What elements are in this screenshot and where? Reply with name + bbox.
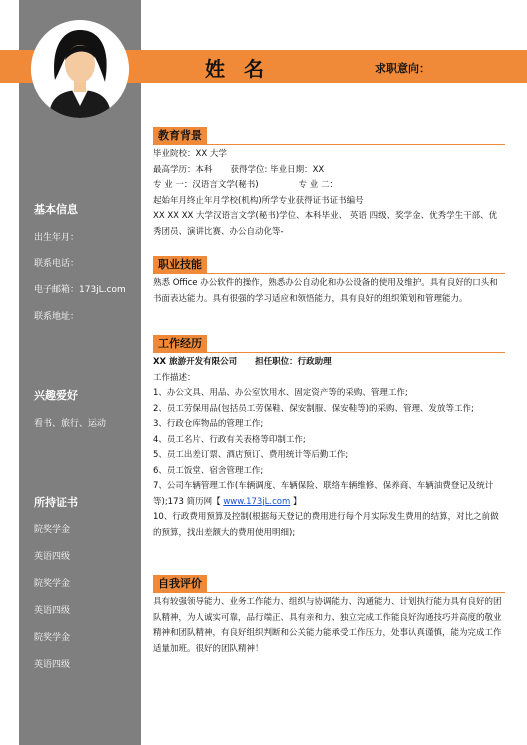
work-item: 3、行政仓库物品的管理工作;	[153, 419, 264, 429]
certificates-heading: 所持证书	[34, 496, 78, 509]
company: XX 旅游开发有限公司	[153, 357, 238, 367]
skills-section	[153, 256, 505, 307]
education-header	[153, 127, 505, 145]
address: 联系地址：	[34, 312, 80, 322]
work-item-7: 7、公司车辆管理工作(车辆调度、车辆保险、联络车辆维修、保养商、车辆油费登记及统计等);173 简历网【 www.173jL.com 】	[153, 481, 494, 507]
certificate-item: 英语四级	[34, 660, 71, 670]
work-item: 2、员工劳保用品(包括员工劳保鞋、保安制服、保安鞋等)的采购、管理、发放等工作;	[153, 403, 474, 414]
certificate-item: 英语四级	[34, 552, 71, 562]
work-item: 4、员工名片、行政有关表格等印制工作;	[153, 434, 306, 445]
experience-header	[153, 335, 505, 353]
work-item: 6、员工饭堂、宿舍管理工作;	[153, 465, 264, 476]
position: 担任职位：行政助理	[255, 357, 332, 367]
avatar	[31, 20, 129, 118]
experience-title: 工作经历	[153, 335, 207, 352]
skills-text: 熟悉 Office 办公软件的操作，熟悉办公自动化和办公设备的使用及维护。具有良好的口头和书面表达能力。具有很强的学习适应和领悟能力，具有良好的组织策划和管理能力。	[153, 278, 498, 304]
phone: 联系电话：	[34, 259, 80, 269]
work-item: 5、员工出差订票、酒店预订、费用统计等后勤工作;	[153, 450, 349, 460]
education-section	[153, 127, 505, 240]
job-intent-label: 求职意向：	[375, 62, 430, 75]
email: 电子邮箱：173jL.com	[34, 285, 126, 295]
basic-info-heading: 基本信息	[34, 203, 78, 216]
award: 获得学位: 毕业日期：XX	[230, 164, 325, 175]
hobbies-heading: 兴趣爱好	[34, 389, 78, 402]
certificate-item: 院奖学金	[34, 579, 71, 589]
education-detail: XX XX XX 大学汉语言文学(秘书)学位、本科毕业、 英语 四级、奖学金、优秀学生干部、优秀团员、演讲比赛、办公自动化等-	[153, 211, 498, 237]
skills-title: 职业技能	[153, 256, 207, 273]
birth-date: 出生年月：	[34, 233, 80, 243]
self-eval-text: 具有较强领导能力、业务工作能力、组织与协调能力、沟通能力、计划执行能力具有良好的团队精神，为人诚实可靠，品行端正、具有亲和力、独立完成工作能良好沟通技巧并高度的敬业精神和团队精神，有良好组织判断和公关能力能承受工作压力，处事认真谨慎，能为完成工作适量加班。很好的团队精神！	[153, 597, 502, 654]
work-item: 1、办公文具、用品、办公室饮用水、固定资产等的采购、管理工作;	[153, 388, 408, 398]
site-link[interactable]: www.173jL.com	[223, 496, 291, 507]
degree: 最高学历：本科	[153, 164, 213, 175]
skills-header	[153, 256, 505, 274]
work-item-10: 10、行政费用预算及控制(根据每天登记的费用进行每个月实际发生费用的结算，对比之前做的预算，找出差额大的费用使用明细);	[153, 512, 499, 538]
hobbies-list: 看书、旅行、运动	[34, 419, 107, 429]
page-title: 姓 名	[205, 57, 270, 81]
major-one: 专 业 一：汉语言文学(秘书)	[153, 180, 259, 190]
education-period: 起始年月终止年月学校(机构)所学专业获得证书证书编号	[153, 195, 364, 206]
school: 毕业院校：XX 大学	[153, 149, 227, 159]
certificate-item: 院奖学金	[34, 525, 71, 535]
work-desc-label: 工作描述：	[153, 372, 196, 383]
self-eval-section	[153, 575, 505, 657]
avatar-portrait-icon	[31, 20, 129, 118]
education-title: 教育背景	[153, 127, 207, 144]
certificate-item: 院奖学金	[34, 633, 71, 643]
major-two: 专 业 二：	[298, 180, 338, 190]
certificate-item: 英语四级	[34, 606, 71, 616]
experience-section	[153, 335, 505, 541]
self-eval-title: 自我评价	[153, 575, 207, 592]
self-eval-header	[153, 575, 505, 593]
